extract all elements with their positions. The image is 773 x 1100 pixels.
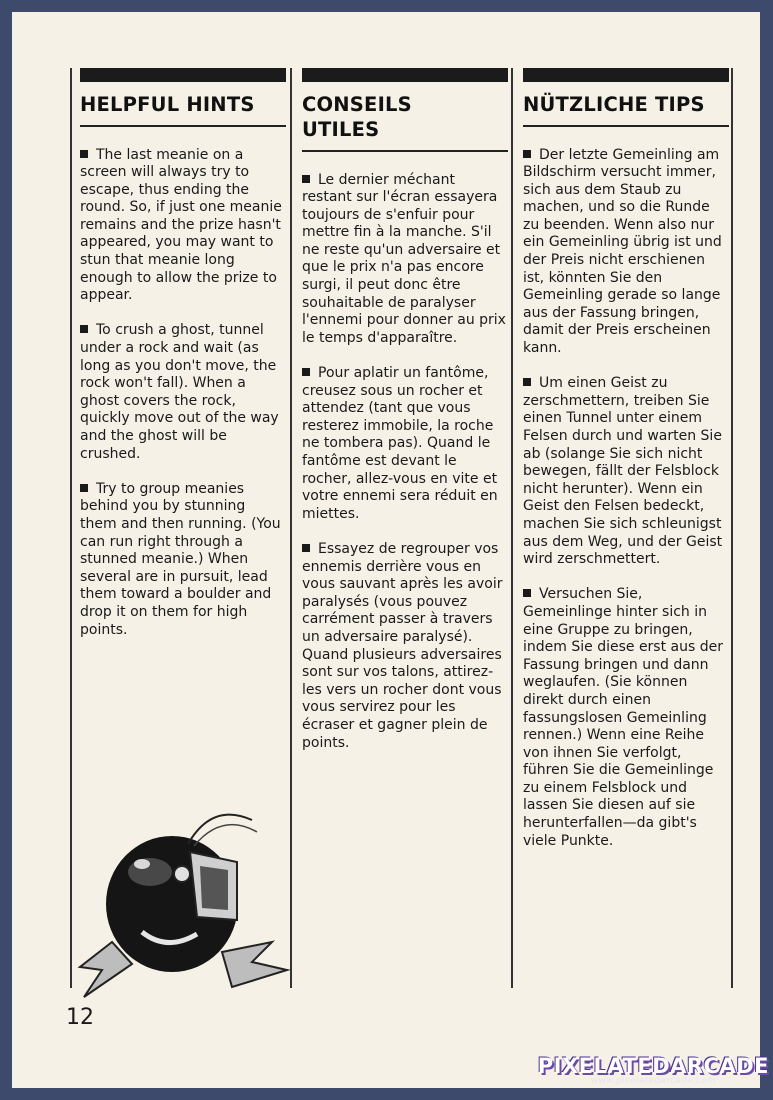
heading-nuetzliche-tips: NÜTZLICHE TIPS [523, 93, 705, 116]
column-divider-right [731, 68, 733, 988]
square-bullet-icon [80, 484, 88, 492]
square-bullet-icon [80, 150, 88, 158]
square-bullet-icon [523, 589, 531, 597]
heading-rule [302, 150, 508, 152]
square-bullet-icon [302, 544, 310, 552]
square-bullet-icon [302, 175, 310, 183]
column-body [523, 147, 729, 851]
column-german [523, 68, 729, 978]
hint-paragraph: Pour aplatir un fantôme, creusez sous un rocher et attendez (tant que vous resterez immobile, la roche ne tombera pas). Quand le fantôme est devant le rocher, allez-vous en vite et votre ennemi sera réduit en miettes. [302, 365, 498, 522]
hint-paragraph: Try to group meanies behind you by stunning them and then running. (You can run right through a stunned meanie.) When several are in pursuit, lead them toward a boulder and drop it on them for high points. [80, 480, 281, 638]
column-body [302, 172, 508, 753]
heading-helpful-hints: HELPFUL HINTS [80, 93, 255, 116]
hint-paragraph: Der letzte Gemeinling am Bildschirm versucht immer, sich aus dem Staub zu machen, und so die Runde zu beenden. Wenn also nur ein Gemeinling übrig ist und der Preis nicht erschienen ist, könnten Sie den Gemeinling gerade so lange aus der Fassung bringen, damit der Preis erscheinen kann. [523, 146, 722, 357]
square-bullet-icon [302, 368, 310, 376]
square-bullet-icon [523, 150, 531, 158]
hint-paragraph: To crush a ghost, tunnel under a rock and wait (as long as you don't move, the rock won't fall). When a ghost covers the rock, quickly move out of the way and the ghost will be crushed. [80, 322, 279, 462]
manual-page [12, 12, 760, 1088]
hint-paragraph: The last meanie on a screen will always try to escape, thus ending the round. So, if just one meanie remains and the prize hasn't appeared, you may want to stun that meanie long enough to allow the prize to appear. [80, 146, 282, 304]
column-body [80, 147, 286, 640]
heading-bar [302, 68, 508, 82]
square-bullet-icon [523, 378, 531, 386]
hint-paragraph: Um einen Geist zu zerschmettern, treiben Sie einen Tunnel unter einem Felsen durch und warten Sie ab (solange Sie sich nicht bewegen, fällt der Felsblock nicht herunter). Wenn ein Geist den Felsen bedeckt, machen Sie sich schleunigst aus dem Weg, und der Geist wird zerschmettert. [523, 375, 723, 568]
heading-rule [523, 125, 729, 127]
hint-paragraph: Versuchen Sie, Gemeinlinge hinter sich in eine Gruppe zu bringen, indem Sie diese erst aus der Fassung bringen und dann weglaufen. (Sie können direkt durch einen fassungslosen Gemeinling rennen.) Wenn eine Reihe von ihnen Sie verfolgt, führen Sie die Gemeinlinge zu einem Felsblock und lassen Sie diesen auf sie herunterfallen—da gibt's viele Punkte. [523, 586, 723, 849]
hint-paragraph: Le dernier méchant restant sur l'écran essayera toujours de s'enfuir pour mettre fin à la manche. S'il ne reste qu'un adversaire et que le prix n'a pas encore surgi, il peut donc être souhaitable de paralyser l'ennemi pour donner au prix le temps d'apparaître. [302, 171, 506, 346]
heading-bar [523, 68, 729, 82]
page-number: 12 [66, 1005, 94, 1030]
heading-rule [80, 125, 286, 127]
hint-paragraph: Essayez de regrouper vos ennemis derrière vous en vous sauvant après les avoir paralysés (vous pouvez carrément passer à travers un adversaire paralysé). Quand plusieurs adversaires sont sur vos talons, attirez-les vers un rocher dont vous vous servirez pour les écraser et gagner plein de points. [302, 540, 503, 751]
square-bullet-icon [80, 325, 88, 333]
column-french [302, 68, 508, 978]
heading-conseils-utiles: CONSEILS UTILES [302, 93, 412, 141]
pixelatedarcade-watermark: PIXELATEDARCADE www.pixelatedarcade.com [537, 1054, 769, 1086]
meanie-mascot-illustration [72, 792, 292, 1002]
heading-bar [80, 68, 286, 82]
column-divider-2 [511, 68, 513, 988]
